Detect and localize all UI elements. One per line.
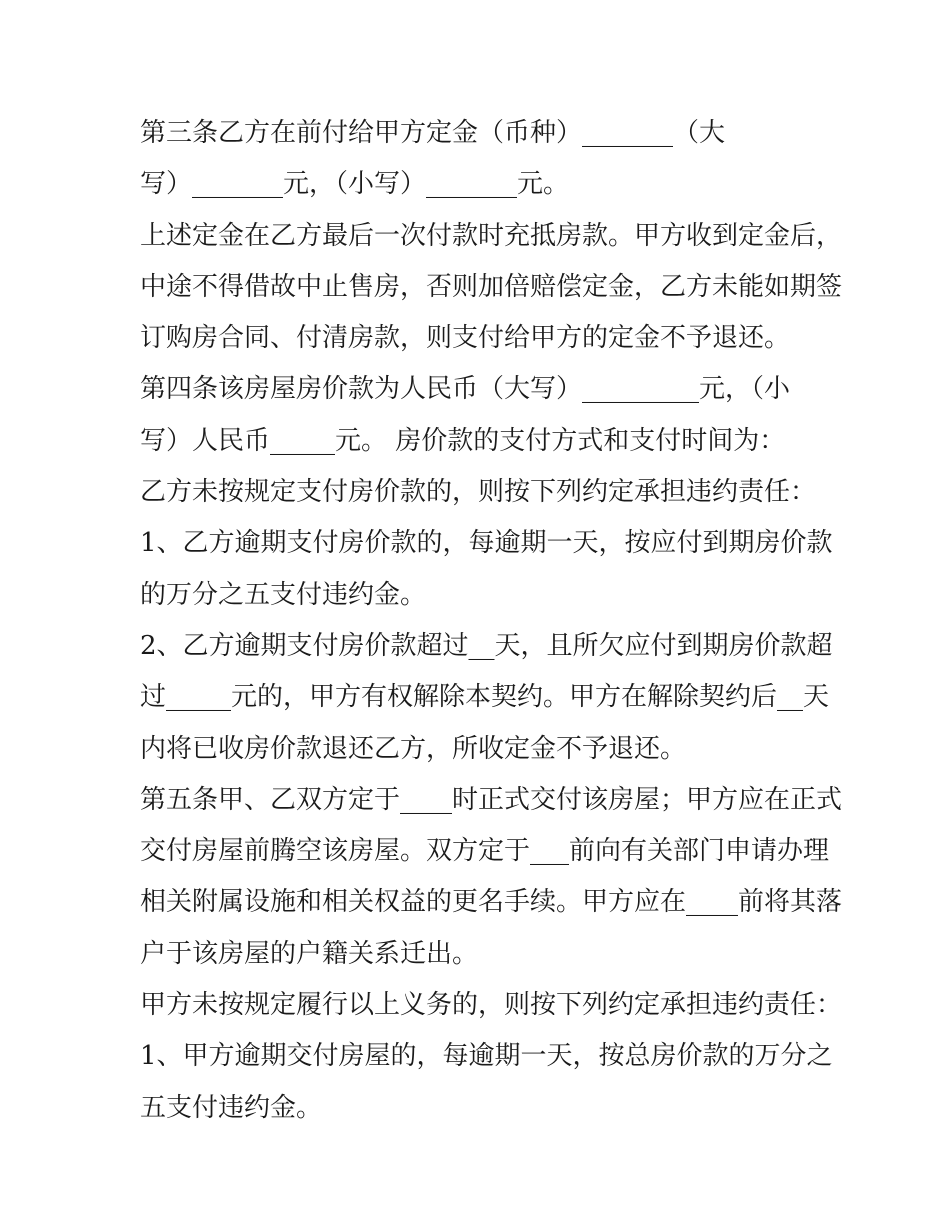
text-line-18: 甲方未按规定履行以上义务的，则按下列约定承担违约责任： (140, 990, 843, 1021)
text-line-6: 第四条该房屋房价款为人民币（大写）_________元，（小 (140, 374, 791, 405)
text-line-4: 中途不得借故中止售房，否则加倍赔偿定金，乙方未能如期签 (140, 271, 843, 302)
text-line-20: 五支付违约金。 (140, 1092, 323, 1123)
text-line-15: 交付房屋前腾空该房屋。双方定于___前向有关部门申请办理 (140, 836, 830, 867)
contract-text (140, 108, 843, 1134)
text-line-13: 内将已收房价款退还乙方，所收定金不予退还。 (140, 733, 687, 764)
text-line-1: 第三条乙方在前付给甲方定金（币种）_______（大 (140, 118, 726, 148)
text-line-10: 的万分之五支付违约金。 (140, 579, 427, 610)
text-line-2: 写）_______元，（小写）_______元。 (140, 169, 570, 200)
text-line-17: 户于该房屋的户籍关系迁出。 (140, 938, 479, 969)
text-line-3: 上述定金在乙方最后一次付款时充抵房款。甲方收到定金后， (140, 220, 843, 251)
text-line-5: 订购房合同、付清房款，则支付给甲方的定金不予退还。 (140, 323, 791, 354)
text-line-7: 写）人民币_____元。 房价款的支付方式和支付时间为： (140, 425, 786, 456)
text-line-16: 相关附属设施和相关权益的更名手续。甲方应在____前将其落 (140, 887, 843, 918)
text-line-19: 1、甲方逾期交付房屋的，每逾期一天，按总房价款的万分之 (140, 1041, 833, 1072)
text-line-12: 过_____元的，甲方有权解除本契约。甲方在解除契约后__天 (140, 682, 830, 713)
text-line-9: 1、乙方逾期支付房价款的，每逾期一天，按应付到期房价款 (140, 528, 833, 559)
text-line-11: 2、乙方逾期支付房价款超过__天，且所欠应付到期房价款超 (140, 630, 833, 661)
text-line-14: 第五条甲、乙双方定于____时正式交付该房屋；甲方应在正式 (140, 784, 843, 815)
text-line-8: 乙方未按规定支付房价款的，则按下列约定承担违约责任： (140, 477, 817, 508)
